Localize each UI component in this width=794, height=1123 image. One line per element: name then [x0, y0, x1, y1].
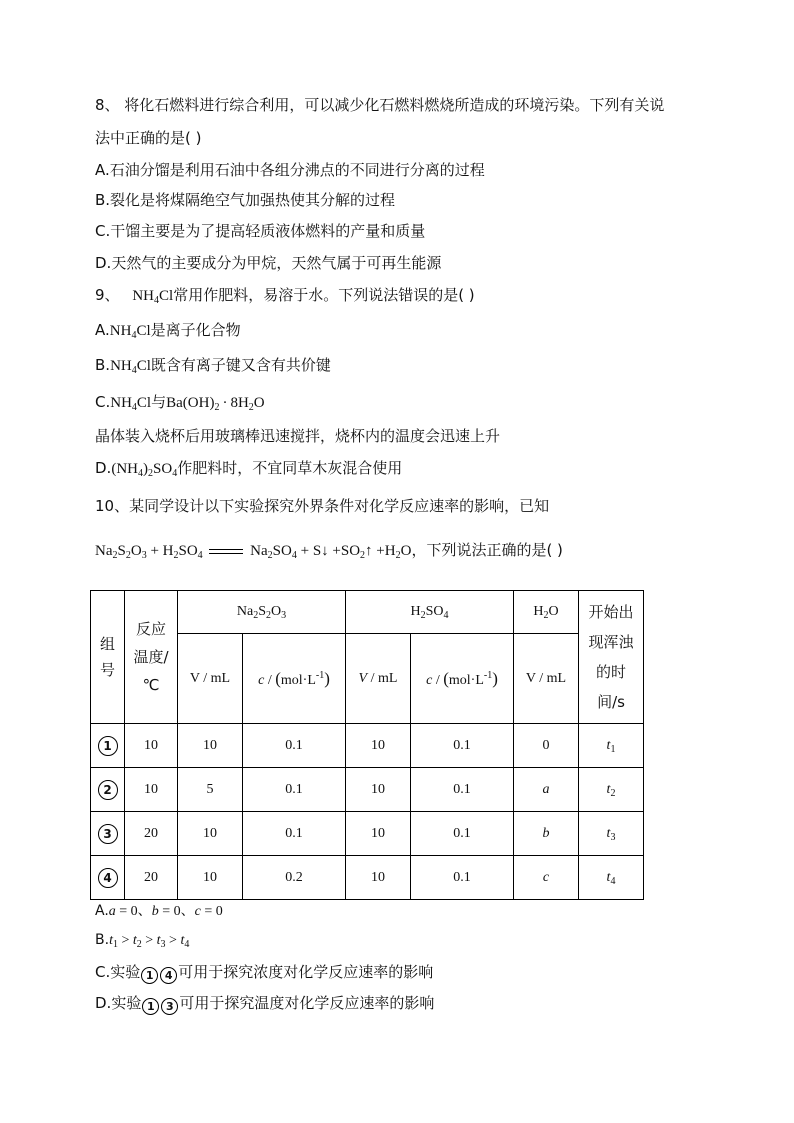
option-a-math: a = 0、b = 0、c = 0 [108, 904, 223, 919]
cell-time: $t_3$ [579, 812, 644, 856]
cell-v2: 10 [346, 856, 411, 900]
table-row [91, 812, 644, 856]
option-label: A. [95, 321, 110, 339]
q8-option-a: A.石油分馏是利用石油中各组分沸点的不同进行分离的过程 [95, 161, 485, 179]
q9-option-c-line2: 晶体装入烧杯后用玻璃棒迅速搅拌，烧杯内的温度会迅速上升 [95, 427, 501, 445]
header-time: 开始出现浑浊的时间/s [579, 591, 644, 724]
cell-c2: 0.1 [411, 768, 514, 812]
cell-temp: 20 [125, 856, 178, 900]
cell-v1: 5 [178, 768, 243, 812]
header-group: 组号 [91, 591, 125, 724]
q9-option-b [95, 355, 331, 376]
q8-option-b: B.裂化是将煤隔绝空气加强热使其分解的过程 [95, 191, 396, 209]
cell-c1: 0.2 [243, 856, 346, 900]
cell-water: 0 [514, 724, 579, 768]
row-id: 3 [98, 824, 118, 844]
option-label: B. [95, 932, 110, 948]
q8-stem-line1: 8、 将化石燃料进行综合利用，可以减少化石燃料燃烧所造成的环境污染。下列有关说 [95, 96, 665, 114]
cell-water: b [514, 812, 579, 856]
option-text: 是离子化合物 [150, 321, 241, 339]
q10-option-c [95, 962, 433, 984]
option-label: C.实验 [95, 963, 141, 981]
header-v2: V / mL [346, 634, 411, 724]
table-row [91, 724, 644, 768]
row-id: 4 [98, 868, 118, 888]
cell-v2: 10 [346, 768, 411, 812]
header-c1: $c / (mol\cdot L^{-1})$ [243, 634, 346, 724]
cell-c2: 0.1 [411, 856, 514, 900]
reaction-equation: $Na_2S_2O_3 + H_2SO_4$ $Na_2SO_4$ + S↓ $+SO_2↑ +H_2O$ [95, 543, 412, 561]
cell-c1: 0.1 [243, 812, 346, 856]
q10-stem-tail: ，下列说法正确的是( ) [411, 541, 563, 559]
circle-1: 1 [142, 998, 159, 1015]
q9-option-a [95, 320, 241, 341]
option-text: 可用于探究温度对化学反应速率的影响 [179, 994, 435, 1012]
experiment-table [90, 590, 644, 900]
circle-3: 3 [161, 998, 178, 1015]
cell-water: a [514, 768, 579, 812]
cell-temp: 10 [125, 724, 178, 768]
cell-temp: 10 [125, 768, 178, 812]
cell-c2: 0.1 [411, 812, 514, 856]
cell-v2: 10 [346, 724, 411, 768]
cell-c2: 0.1 [411, 724, 514, 768]
header-c2: $c / (mol\cdot L^{-1})$ [411, 634, 514, 724]
q9-option-c [95, 392, 265, 413]
option-label: D. [95, 459, 112, 477]
formula-nh4-2so4: $(NH_4)_2SO_4$ [111, 461, 178, 479]
q10-stem-line1: 10、某同学设计以下实验探究外界条件对化学反应速率的影响，已知 [95, 497, 550, 515]
q10-option-d [95, 993, 434, 1015]
formula-nh4cl: $NH_4Cl$ [132, 288, 174, 306]
option-text: 与 [151, 393, 167, 411]
q10-stem-line2 [95, 540, 563, 561]
q10-option-a [95, 901, 223, 922]
q9-number: 9、 [95, 286, 120, 304]
option-label: C. [95, 393, 111, 411]
cell-water: c [514, 856, 579, 900]
formula-baoh2: $Ba(OH)_2 \cdot 8H_2O$ [166, 395, 265, 413]
option-text: 既含有离子键又含有共价键 [150, 356, 331, 374]
formula-nh4cl: $NH_4Cl$ [110, 395, 152, 413]
header-v1: V / mL [178, 634, 243, 724]
cell-v1: 10 [178, 812, 243, 856]
option-text: 作肥料时，不宜同草木灰混合使用 [177, 459, 403, 477]
q8-stem-line2: 法中正确的是( ) [95, 129, 202, 147]
option-label: B. [95, 356, 111, 374]
q9-option-d [95, 458, 402, 479]
q9-stem [95, 285, 475, 306]
table-row [91, 856, 644, 900]
circle-1: 1 [141, 967, 158, 984]
q8-option-d: D.天然气的主要成分为甲烷，天然气属于可再生能源 [95, 254, 442, 272]
header-na2s2o3: $Na_2S_2O_3$ [178, 591, 346, 634]
row-id: 1 [98, 736, 118, 756]
q8-option-c: C.干馏主要是为了提高轻质液体燃料的产量和质量 [95, 222, 426, 240]
header-h2so4: $H_2SO_4$ [346, 591, 514, 634]
q9-stem-text: 常用作肥料，易溶于水。下列说法错误的是( ) [173, 286, 475, 304]
header-v3: V / mL [514, 634, 579, 724]
formula-nh4cl: $NH_4Cl$ [110, 358, 151, 376]
cell-c1: 0.1 [243, 724, 346, 768]
option-text: 可用于探究浓度对化学反应速率的影响 [178, 963, 434, 981]
cell-v2: 10 [346, 812, 411, 856]
cell-temp: 20 [125, 812, 178, 856]
cell-time: $t_2$ [579, 768, 644, 812]
option-label: A. [95, 903, 109, 919]
cell-v1: 10 [178, 724, 243, 768]
table-row [91, 768, 644, 812]
option-b-math: $t_1 > t_2 > t_3 > t_4$ [109, 933, 190, 950]
header-h2o: $H_2O$ [514, 591, 579, 634]
header-temp: 反应温度/℃ [125, 591, 178, 724]
formula-nh4cl: $NH_4Cl$ [109, 323, 151, 341]
row-id: 2 [98, 780, 118, 800]
cell-time: $t_1$ [579, 724, 644, 768]
q10-option-b [95, 930, 189, 951]
cell-time: $t_4$ [579, 856, 644, 900]
circle-4: 4 [160, 967, 177, 984]
cell-c1: 0.1 [243, 768, 346, 812]
option-label: D.实验 [95, 994, 142, 1012]
cell-v1: 10 [178, 856, 243, 900]
